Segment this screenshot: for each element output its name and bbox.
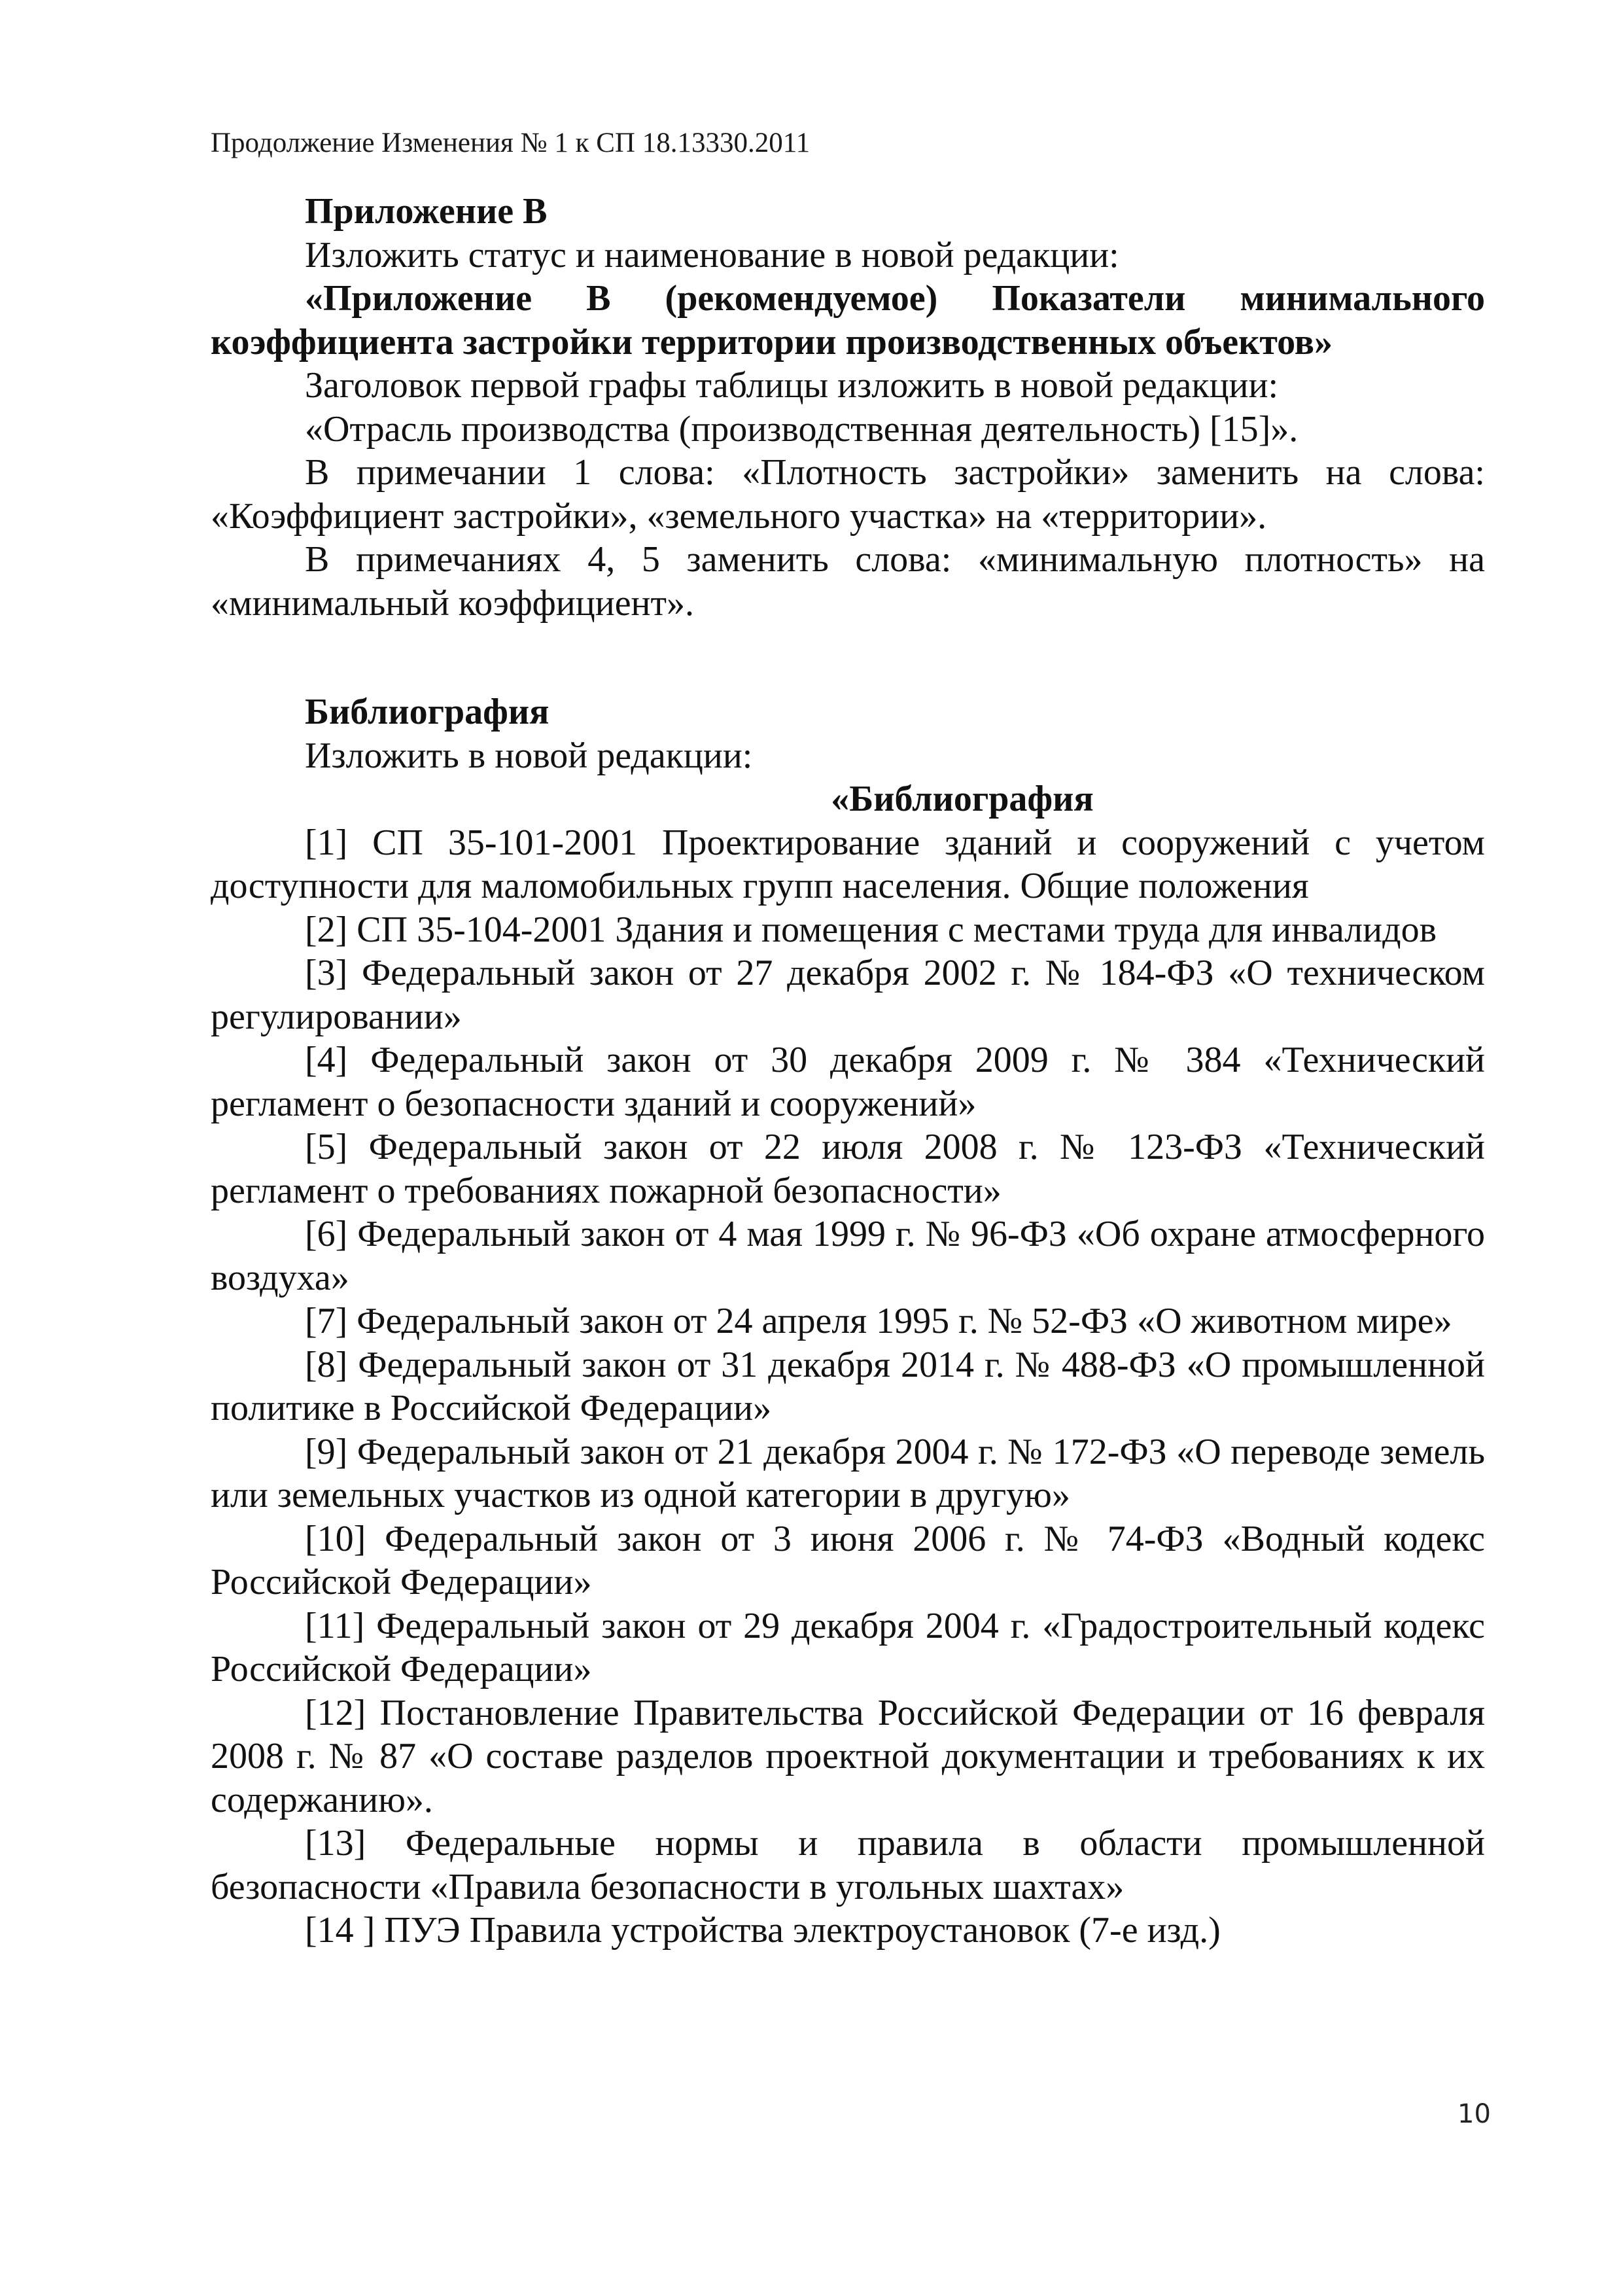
note-1-paragraph: В примечании 1 слова: «Плотность застройки» заменить на слова: «Коэффициент застройки», «земельного участка» на «территории». <box>211 452 1485 537</box>
bibliography-item: [12] Постановление Правительства Российской Федерации от 16 февраля 2008 г. № 87 «О составе разделов проектной документации и требованиях к их содержанию». <box>211 1692 1485 1820</box>
bibliography-item: [9] Федеральный закон от 21 декабря 2004 г. № 172-ФЗ «О переводе земель или земельных участков из одной категории в другую» <box>211 1431 1485 1515</box>
bibliography-item: [7] Федеральный закон от 24 апреля 1995 г. № 52-ФЗ «О животном мире» <box>305 1301 1452 1341</box>
bibliography-quoted-heading: «Библиография <box>831 779 1094 819</box>
section-spacer <box>211 625 1485 690</box>
notes-4-5-paragraph: В примечаниях 4, 5 заменить слова: «минимальную плотность» на «минимальный коэффициент». <box>211 539 1485 624</box>
appendix-heading: Приложение В <box>305 191 548 232</box>
appendix-new-title: «Приложение В (рекомендуемое) Показатели минимального коэффициента застройки территории производственных объектов» <box>211 278 1485 362</box>
appendix-instruction: Изложить статус и наименование в новой редакции: <box>305 234 1119 275</box>
bibliography-item: [8] Федеральный закон от 31 декабря 2014 г. № 488-ФЗ «О промышленной политике в Российской Федерации» <box>211 1344 1485 1428</box>
bibliography-instruction: Изложить в новой редакции: <box>305 735 753 776</box>
bibliography-item: [3] Федеральный закон от 27 декабря 2002 г. № 184-ФЗ «О техническом регулировании» <box>211 953 1485 1037</box>
running-header: Продолжение Изменения № 1 к СП 18.13330.2011 <box>211 128 811 158</box>
bibliography-item: [2] СП 35-104-2001 Здания и помещения с местами труда для инвалидов <box>305 909 1437 950</box>
bibliography-list <box>211 821 1485 1952</box>
page-number: 10 <box>1457 2099 1491 2129</box>
bibliography-heading: Библиография <box>305 692 550 732</box>
column-text: «Отрасль производства (производственная деятельность) [15]». <box>305 408 1299 450</box>
bibliography-item: [5] Федеральный закон от 22 июля 2008 г. № 123-ФЗ «Технический регламент о требованиях пожарной безопасности» <box>211 1127 1485 1211</box>
bibliography-item: [6] Федеральный закон от 4 мая 1999 г. № 96-ФЗ «Об охране атмосферного воздуха» <box>211 1214 1485 1298</box>
bibliography-item: [1] СП 35-101-2001 Проектирование зданий и сооружений с учетом доступности для маломобильных групп населения. Общие положения <box>211 822 1485 906</box>
document-body <box>211 190 1485 1952</box>
column-instruction: Заголовок первой графы таблицы изложить в новой редакции: <box>305 365 1279 406</box>
bibliography-item: [11] Федеральный закон от 29 декабря 2004 г. «Градостроительный кодекс Российской Федерации» <box>211 1605 1485 1689</box>
bibliography-item: [4] Федеральный закон от 30 декабря 2009 г. № 384 «Технический регламент о безопасности зданий и сооружений» <box>211 1040 1485 1124</box>
bibliography-item: [14 ] ПУЭ Правила устройства электроустановок (7-е изд.) <box>305 1910 1221 1951</box>
bibliography-item: [10] Федеральный закон от 3 июня 2006 г. № 74-ФЗ «Водный кодекс Российской Федерации» <box>211 1518 1485 1602</box>
bibliography-item: [13] Федеральные нормы и правила в области промышленной безопасности «Правила безопасности в угольных шахтах» <box>211 1823 1485 1907</box>
